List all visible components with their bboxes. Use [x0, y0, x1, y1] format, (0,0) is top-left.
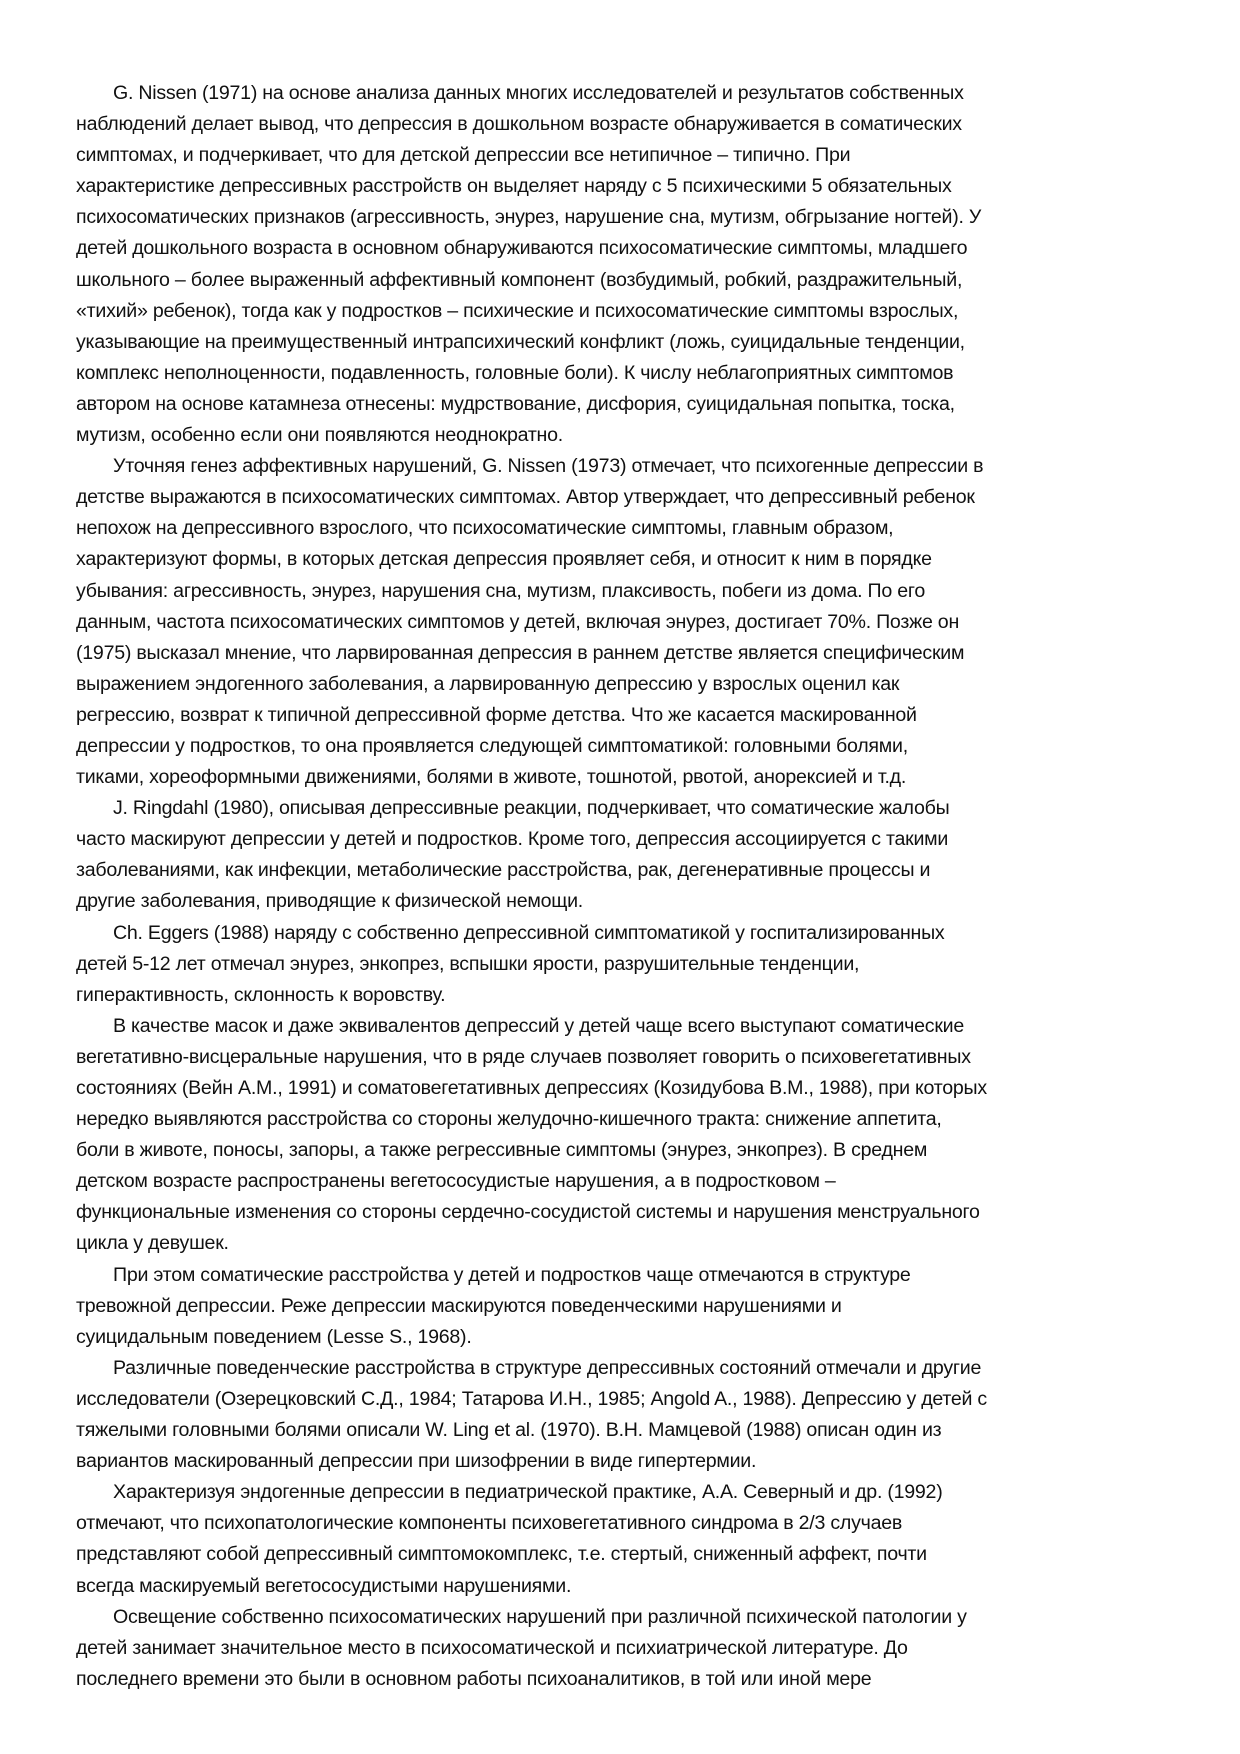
- paragraph-line: характеристике депрессивных расстройств он выделяет наряду с 5 психическими 5 обязательных: [76, 175, 952, 198]
- paragraph-line: исследователи (Озерецковский С.Д., 1984; Татарова И.Н., 1985; Angold A., 1988). Депрессию у детей с: [76, 1387, 987, 1410]
- paragraph-first-line: Ch. Eggers (1988) наряду с собственно депрессивной симптоматикой у госпитализированных: [113, 921, 945, 944]
- paragraph-line: детей занимает значительное место в психосоматической и психиатрической литературе. До: [76, 1636, 908, 1659]
- paragraph-line: детстве выражаются в психосоматических симптомах. Автор утверждает, что депрессивный ребенок: [76, 486, 975, 509]
- paragraph: [76, 1011, 1176, 1260]
- paragraph-first-line: Различные поведенческие расстройства в структуре депрессивных состояний отмечали и другие: [113, 1356, 982, 1379]
- paragraph-line: автором на основе катамнеза отнесены: мудрствование, дисфория, суицидальная попытка, тоска,: [76, 392, 955, 415]
- paragraph: [76, 78, 1176, 451]
- paragraph-line: последнего времени это были в основном работы психоаналитиков, в той или иной мере: [76, 1667, 872, 1690]
- paragraph-line: характеризуют формы, в которых детская депрессия проявляет себя, и относит к ним в порядке: [76, 548, 932, 571]
- paragraph-line: симптомах, и подчеркивает, что для детской депрессии все нетипичное – типично. При: [76, 144, 851, 167]
- paragraph-line: боли в животе, поносы, запоры, а также регрессивные симптомы (энурез, энкопрез). В среднем: [76, 1139, 928, 1162]
- paragraph-line: регрессию, возврат к типичной депрессивной форме детства. Что же касается маскированной: [76, 703, 917, 726]
- paragraph-line: данным, частота психосоматических симптомов у детей, включая энурез, достигает 70%. Позже он: [76, 610, 960, 633]
- paragraph-line: нередко выявляются расстройства со стороны желудочно-кишечного тракта: снижение аппетита,: [76, 1108, 942, 1131]
- paragraph-line: тревожной депрессии. Реже депрессии маскируются поведенческими нарушениями и: [76, 1294, 842, 1317]
- paragraph-line: заболеваниями, как инфекции, метаболические расстройства, рак, дегенеративные процессы и: [76, 859, 931, 882]
- paragraph-line: детей 5-12 лет отмечал энурез, энкопрез, вспышки ярости, разрушительные тенденции,: [76, 952, 860, 975]
- document-page: [76, 78, 1176, 1695]
- paragraph-line: школьного – более выраженный аффективный компонент (возбудимый, робкий, раздражительный,: [76, 268, 963, 291]
- paragraph-line: выражением эндогенного заболевания, а ларвированную депрессию у взрослых оценил как: [76, 672, 900, 695]
- paragraph: [76, 1260, 1176, 1353]
- paragraph-line: мутизм, особенно если они появляются неоднократно.: [76, 424, 563, 447]
- paragraph-first-line: При этом соматические расстройства у детей и подростков чаще отмечаются в структуре: [113, 1263, 911, 1286]
- paragraph-line: убывания: агрессивность, энурез, нарушения сна, мутизм, плаксивость, побеги из дома. По его: [76, 579, 925, 602]
- paragraph-line: психосоматических признаков (агрессивность, энурез, нарушение сна, мутизм, обгрызание ногтей). У: [76, 206, 982, 229]
- paragraph-first-line: Уточняя генез аффективных нарушений, G. Nissen (1973) отмечает, что психогенные депрессии в: [113, 455, 984, 478]
- paragraph-line: вегетативно-висцеральные нарушения, что в ряде случаев позволяет говорить о психовегетативных: [76, 1045, 971, 1068]
- paragraph-line: отмечают, что психопатологические компоненты психовегетативного синдрома в 2/3 случаев: [76, 1512, 903, 1535]
- paragraph-line: депрессии у подростков, то она проявляется следующей симптоматикой: головными болями,: [76, 734, 908, 757]
- paragraph-line: комплекс неполноценности, подавленность, головные боли). К числу неблагоприятных симптомов: [76, 361, 954, 384]
- paragraph-line: суицидальным поведением (Lesse S., 1968).: [76, 1325, 472, 1348]
- paragraph-line: представляют собой депрессивный симптомокомплекс, т.е. стертый, сниженный аффект, почти: [76, 1543, 927, 1566]
- paragraph: [76, 1353, 1176, 1477]
- paragraph-line: цикла у девушек.: [76, 1232, 229, 1255]
- paragraph-line: тяжелыми головными болями описали W. Ling et al. (1970). В.Н. Мамцевой (1988) описан один из: [76, 1419, 942, 1442]
- paragraph-first-line: J. Ringdahl (1980), описывая депрессивные реакции, подчеркивает, что соматические жалобы: [113, 797, 950, 820]
- paragraph-line: (1975) высказал мнение, что ларвированная депрессия в раннем детстве является специфическим: [76, 641, 965, 664]
- paragraph-first-line: Освещение собственно психосоматических нарушений при различной психической патологии у: [113, 1605, 967, 1628]
- paragraph-line: тиками, хореоформными движениями, болями в животе, тошнотой, рвотой, анорексией и т.д.: [76, 766, 907, 789]
- paragraph-first-line: Характеризуя эндогенные депрессии в педиатрической практике, А.А. Северный и др. (1992): [113, 1481, 943, 1504]
- paragraph: [76, 1477, 1176, 1601]
- paragraph-line: часто маскируют депрессии у детей и подростков. Кроме того, депрессия ассоциируется с такими: [76, 828, 949, 851]
- paragraph: [76, 793, 1176, 917]
- paragraph: [76, 918, 1176, 1011]
- paragraph: [76, 1602, 1176, 1695]
- paragraph-first-line: В качестве масок и даже эквивалентов депрессий у детей чаще всего выступают соматические: [113, 1014, 964, 1037]
- paragraph-first-line: G. Nissen (1971) на основе анализа данных многих исследователей и результатов собственных: [113, 82, 964, 104]
- paragraph-line: детском возрасте распространены вегетососудистые нарушения, а в подростковом –: [76, 1170, 836, 1193]
- paragraph-line: вариантов маскированный депрессии при шизофрении в виде гипертермии.: [76, 1450, 757, 1473]
- paragraph-line: «тихий» ребенок), тогда как у подростков – психические и психосоматические симптомы взрослых,: [76, 299, 959, 322]
- paragraph-line: непохож на депрессивного взрослого, что психосоматические симптомы, главным образом,: [76, 517, 894, 540]
- paragraph-line: наблюдений делает вывод, что депрессия в дошкольном возрасте обнаруживается в соматических: [76, 113, 962, 136]
- paragraph-line: другие заболевания, приводящие к физической немощи.: [76, 890, 583, 913]
- paragraph-line: гиперактивность, склонность к воровству.: [76, 983, 446, 1006]
- paragraph-line: функциональные изменения со стороны сердечно-сосудистой системы и нарушения менструального: [76, 1201, 980, 1224]
- paragraph: [76, 451, 1176, 793]
- paragraph-line: указывающие на преимущественный интрапсихический конфликт (ложь, суицидальные тенденции,: [76, 330, 965, 353]
- paragraph-line: состояниях (Вейн А.М., 1991) и соматовегетативных депрессиях (Козидубова В.М., 1988), при которых: [76, 1077, 987, 1099]
- paragraph-line: детей дошкольного возраста в основном обнаруживаются психосоматические симптомы, младшего: [76, 237, 968, 260]
- paragraph-line: всегда маскируемый вегетососудистыми нарушениями.: [76, 1574, 572, 1597]
